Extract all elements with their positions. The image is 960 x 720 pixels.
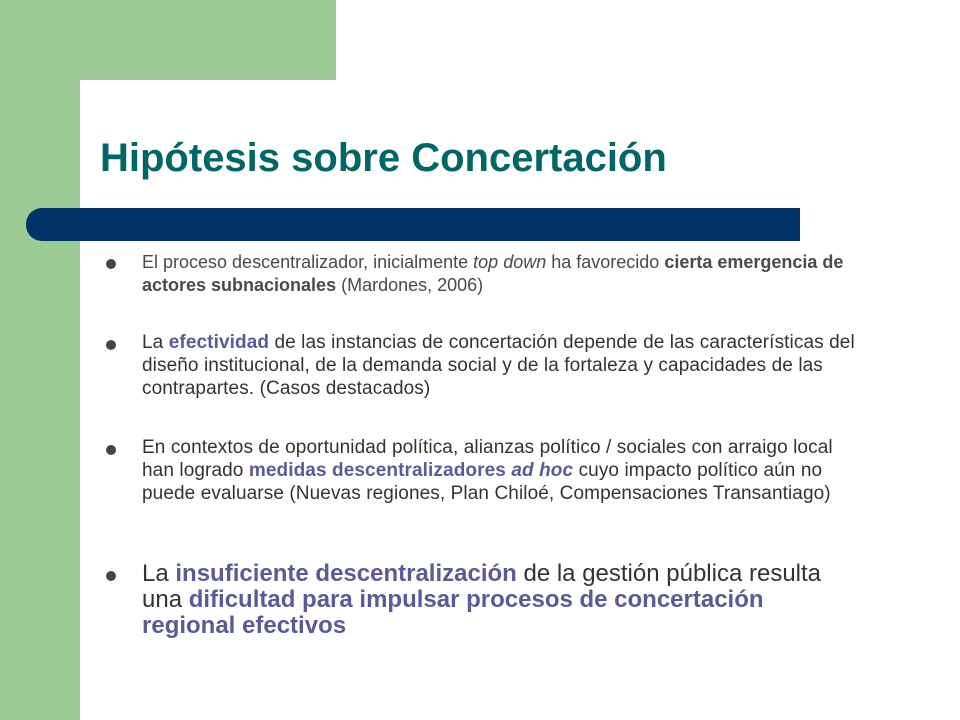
bullet-1-text: El proceso descentralizador, inicialmente bbox=[142, 252, 474, 272]
bullet-dot-icon bbox=[106, 340, 116, 350]
bullet-dot-icon bbox=[106, 571, 116, 581]
bullet-1-citation: (Mardones, 2006) bbox=[336, 275, 484, 295]
bullet-4-emphasis: insuficiente descentralización bbox=[175, 560, 517, 587]
bullet-3-text: En contextos de oportunidad política, alianzas político / sociales con arraigo local han logrado bbox=[142, 437, 833, 481]
bullet-3-text-2: cuyo impacto político aún no puede evaluarse (Nuevas regiones, Plan Chiloé, Compensaciones Transantiago) bbox=[142, 460, 831, 504]
bullet-item-3 bbox=[142, 436, 862, 505]
bullet-1-italic: top down bbox=[473, 252, 547, 272]
bullet-2-emphasis: efectividad bbox=[168, 332, 270, 353]
bullet-dot-icon bbox=[106, 445, 116, 455]
bullet-4-text: La bbox=[142, 560, 176, 587]
bullet-dot-icon bbox=[106, 259, 116, 269]
bullet-1-emphasis: cierta emergencia de actores subnacionales bbox=[142, 252, 844, 295]
slide-title: Hipótesis sobre Concertación bbox=[100, 136, 667, 180]
bullet-item-2 bbox=[142, 331, 862, 400]
bullet-4-text-2: de la gestión pública resulta una bbox=[142, 560, 822, 613]
bullet-2-text: La bbox=[142, 332, 169, 353]
bullet-4-emphasis-2: dificultad para impulsar procesos de concertación regional efectivos bbox=[142, 586, 764, 639]
bullet-1-text-2: ha favorecido bbox=[546, 252, 665, 272]
bullet-3-emphasis-italic: ad hoc bbox=[511, 460, 574, 481]
bullet-3-emphasis: medidas descentralizadores bbox=[248, 460, 506, 481]
bullet-2-text-2: de las instancias de concertación depende de las características del diseño institucional, de la demanda social y de la fortaleza y capacidades de las contrapartes. (Casos destacados) bbox=[142, 332, 855, 399]
bullet-item-4 bbox=[142, 561, 862, 639]
bullet-item-1 bbox=[142, 251, 862, 297]
